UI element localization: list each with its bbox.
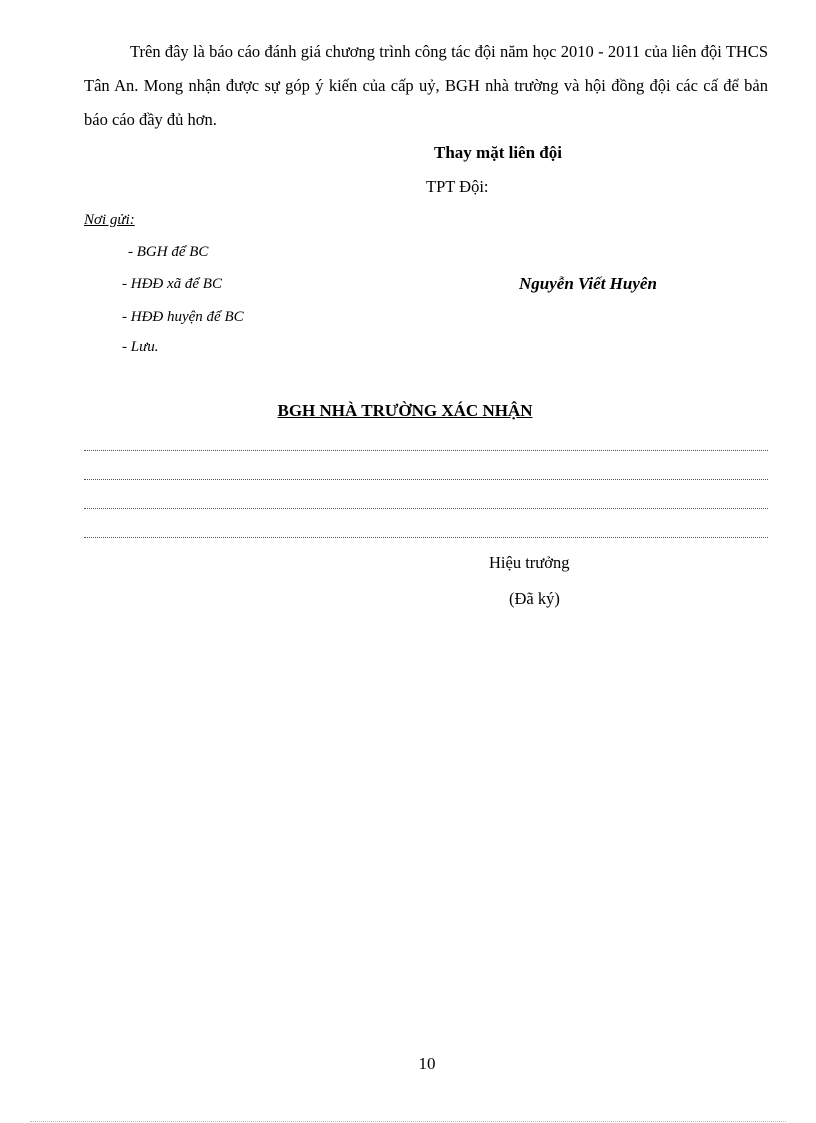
dotted-fill-line bbox=[84, 537, 768, 538]
principal-title: Hiệu trưởng bbox=[489, 553, 570, 572]
confirmation-heading bbox=[0, 401, 816, 421]
page-bottom-rule bbox=[30, 1121, 786, 1122]
closing-paragraph: Trên đây là báo cáo đánh giá chương trình công tác đội năm học 2010 - 2011 của liên đội THCS Tân An. Mong nhận được sự góp ý kiến của cấp uỷ, BGH nhà trường và hội đồng đội các cấ để bản báo cáo đầy đủ hơn. bbox=[84, 42, 768, 129]
dotted-fill-line bbox=[84, 508, 768, 509]
recipient-item: - HĐĐ huyện để BC bbox=[122, 309, 244, 325]
recipient-item: - Lưu. bbox=[122, 339, 159, 355]
dotted-fill-line bbox=[84, 450, 768, 451]
recipients-label: Nơi gửi: bbox=[84, 212, 135, 228]
confirmation-heading-text: BGH NHÀ TRƯỜNG XÁC NHẬN bbox=[277, 401, 533, 420]
signature-role: TPT Đội: bbox=[426, 177, 489, 196]
signature-title: Thay mặt liên đội bbox=[434, 143, 562, 162]
recipient-item: - BGH để BC bbox=[128, 244, 209, 260]
recipient-item: - HĐĐ xã để BC bbox=[122, 276, 222, 292]
page-number-text: 10 bbox=[418, 1054, 436, 1073]
signed-note: (Đã ký) bbox=[509, 589, 560, 608]
dotted-fill-line bbox=[84, 479, 768, 480]
signer-name: Nguyễn Viết Huyên bbox=[519, 274, 657, 293]
page-number bbox=[0, 1054, 816, 1074]
